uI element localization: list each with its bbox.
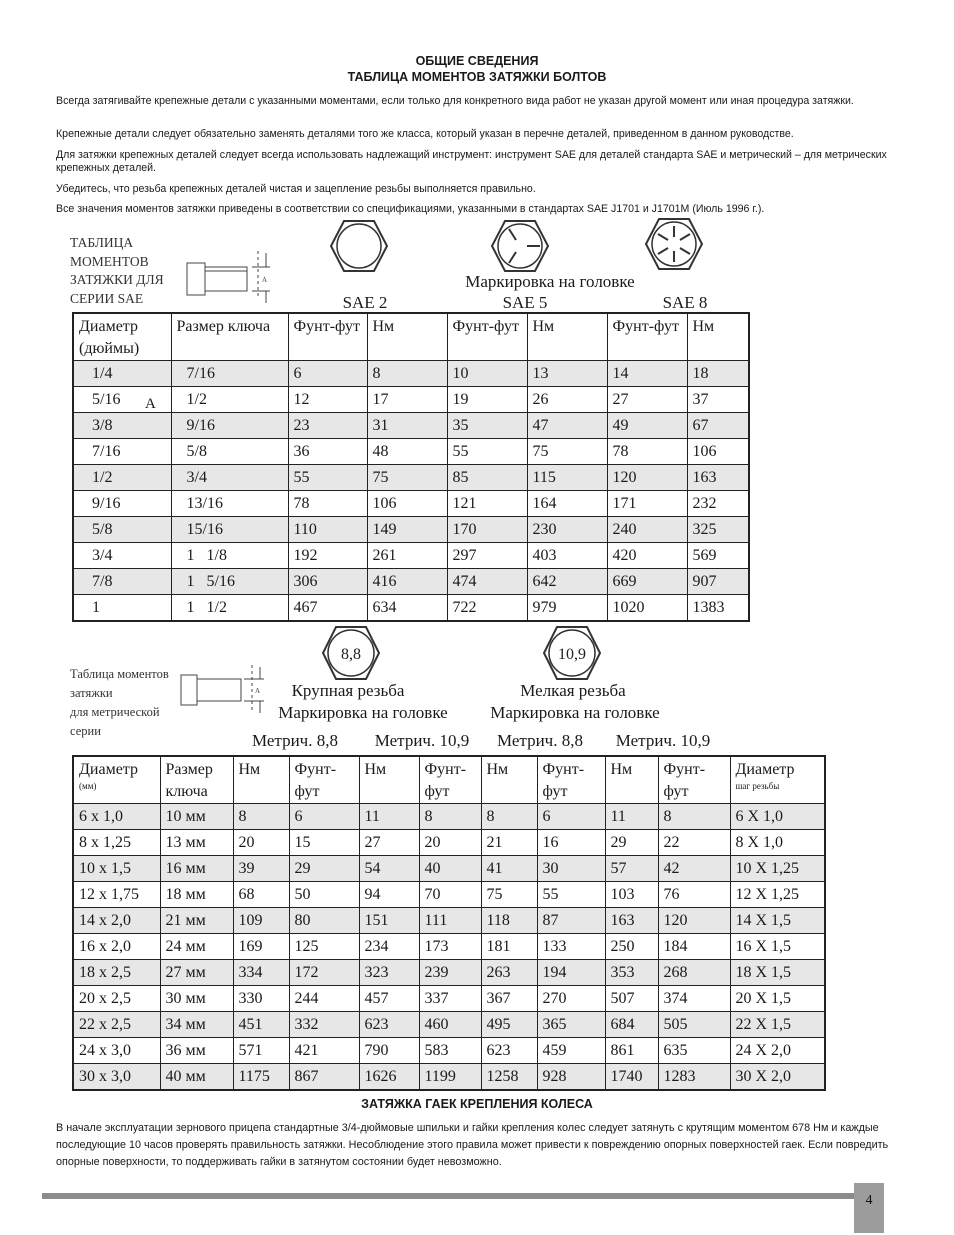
- sae-table-cell: 230: [527, 517, 607, 543]
- metric-side-label: [70, 665, 185, 741]
- sae-table-cell: 85: [447, 465, 527, 491]
- sae-table-cell: 9/16: [73, 491, 171, 517]
- metric-table-cell: 40 мм: [160, 1064, 233, 1091]
- sae-table-cell: 35: [447, 413, 527, 439]
- sae-header-cell: Нм: [367, 313, 447, 361]
- sae-table-cell: 261: [367, 543, 447, 569]
- metric-table-cell: 87: [537, 908, 605, 934]
- metric-table-cell: 24 X 2,0: [730, 1038, 825, 1064]
- page-title: ОБЩИЕ СВЕДЕНИЯ: [415, 54, 539, 68]
- sae-table-cell: 5/16: [73, 387, 171, 413]
- sae-table-cell: 31: [367, 413, 447, 439]
- metric-88-head-icon: [321, 624, 381, 682]
- metric-table-cell: 103: [605, 882, 658, 908]
- metric-table-cell: 20 X 1,5: [730, 986, 825, 1012]
- metric-table-cell: 12 x 1,75: [73, 882, 160, 908]
- sae-table-cell: 297: [447, 543, 527, 569]
- footer-bar: [42, 1193, 854, 1199]
- metric-table-cell: 459: [537, 1038, 605, 1064]
- metric-table-cell: 76: [658, 882, 730, 908]
- sae-table-cell: 3/8: [73, 413, 171, 439]
- metric-side-label-line: Таблица моментов: [70, 667, 169, 681]
- metric-header-cell: [73, 756, 160, 804]
- metric-table-cell: 10 X 1,25: [730, 856, 825, 882]
- metric-table-header-row: [73, 756, 825, 804]
- sae-side-label-line: МОМЕНТОВ: [70, 253, 149, 269]
- metric-side-label-line: серии: [70, 724, 101, 738]
- metric-table-cell: 12 X 1,25: [730, 882, 825, 908]
- sae-table-cell: 5/8: [171, 439, 288, 465]
- metric-table-cell: 30: [537, 856, 605, 882]
- metric-table-cell: 330: [233, 986, 289, 1012]
- sae-table-cell: 1 5/16: [171, 569, 288, 595]
- sae-side-label-line: ЗАТЯЖКИ ДЛЯ: [70, 272, 164, 287]
- metric-table-cell: 421: [289, 1038, 359, 1064]
- metric-table-cell: 11: [359, 804, 419, 830]
- metric-table-cell: 263: [481, 960, 537, 986]
- metric-table-cell: 334: [233, 960, 289, 986]
- metric-table-cell: 42: [658, 856, 730, 882]
- metric-table-cell: 374: [658, 986, 730, 1012]
- sae-table-cell: 164: [527, 491, 607, 517]
- metric-table-cell: 24 x 3,0: [73, 1038, 160, 1064]
- metric-table-cell: 29: [289, 856, 359, 882]
- sae-table-cell: 15/16: [171, 517, 288, 543]
- metric-table-cell: 270: [537, 986, 605, 1012]
- metric-table-cell: 172: [289, 960, 359, 986]
- metric-header-cell: Фунт-фут: [537, 756, 605, 804]
- sae-side-label-line: СЕРИИ SAE: [70, 290, 144, 306]
- metric-table-cell: 332: [289, 1012, 359, 1038]
- metric-table-cell: 16 мм: [160, 856, 233, 882]
- metric-table-cell: 16 X 1,5: [730, 934, 825, 960]
- metric-table-cell: 6 x 1,0: [73, 804, 160, 830]
- metric-table-cell: 18 x 2,5: [73, 960, 160, 986]
- sae-table-cell: 12: [288, 387, 367, 413]
- metric-group-label: Метрич. 8,8: [252, 731, 338, 750]
- sae-table-cell: 163: [687, 465, 749, 491]
- metric-header-cell: Размер ключа: [160, 756, 233, 804]
- sae-table-cell: 403: [527, 543, 607, 569]
- sae-table-cell: 1: [73, 595, 171, 622]
- metric-table-cell: 30 X 2,0: [730, 1064, 825, 1091]
- metric-table-cell: 125: [289, 934, 359, 960]
- sae-table-row: [73, 361, 749, 387]
- wheel-nut-text: В начале эксплуатации зернового прицепа стандартные 3/4-дюймовые шпильки и гайки крепления колес следует затянуть с крутящим моментом 678 Нм и каждые последующие 10 часов проверять правильность затяжки. Несоблюдение этого правила может привести к повреждению опорных поверхностей гаек. Если повредить опорные поверхности, то поддерживать гайки в затянутом состоянии будет невозможно.: [56, 1122, 889, 1168]
- sae-table-cell: 192: [288, 543, 367, 569]
- metric-table-cell: 239: [419, 960, 481, 986]
- sae8-head-icon: [644, 216, 704, 272]
- metric-table-cell: 623: [359, 1012, 419, 1038]
- metric-table-row: [73, 830, 825, 856]
- sae-header-cell: Фунт-фут: [607, 313, 687, 361]
- metric-table-row: [73, 1038, 825, 1064]
- sae-table-cell: 1 1/8: [171, 543, 288, 569]
- metric-table-cell: 20: [419, 830, 481, 856]
- sae-table-cell: 55: [288, 465, 367, 491]
- sae-table-cell: 907: [687, 569, 749, 595]
- metric-table-cell: 10 x 1,5: [73, 856, 160, 882]
- metric-table-cell: 15: [289, 830, 359, 856]
- metric-table-cell: 505: [658, 1012, 730, 1038]
- sae-table-cell: 26: [527, 387, 607, 413]
- metric-table-cell: 10 мм: [160, 804, 233, 830]
- metric-table-cell: 14 x 2,0: [73, 908, 160, 934]
- metric-table-cell: 24 мм: [160, 934, 233, 960]
- metric-table-cell: 18 мм: [160, 882, 233, 908]
- sae-table-cell: 7/16: [171, 361, 288, 387]
- metric-table-cell: 8: [233, 804, 289, 830]
- metric-table-cell: 6 X 1,0: [730, 804, 825, 830]
- sae-table-cell: 3/4: [73, 543, 171, 569]
- metric-group-label: Метрич. 10,9: [374, 731, 470, 750]
- metric-table-row: [73, 960, 825, 986]
- sae-table-cell: 110: [288, 517, 367, 543]
- sae-torque-table: [72, 312, 750, 622]
- metric-table-cell: 21 мм: [160, 908, 233, 934]
- metric-table-row: [73, 1064, 825, 1091]
- sae-table-cell: 420: [607, 543, 687, 569]
- paragraph-1: Всегда затягивайте крепежные детали с указанными моментами, если только для конкретного вида работ не указан другой момент или иная процедура затяжки.: [56, 95, 854, 107]
- metric-88-mark: 8,8: [341, 646, 361, 663]
- sae-table-cell: 115: [527, 465, 607, 491]
- page-subtitle: ТАБЛИЦА МОМЕНТОВ ЗАТЯЖКИ БОЛТОВ: [347, 70, 607, 84]
- metric-table-cell: 27: [359, 830, 419, 856]
- sae-table-row: [73, 491, 749, 517]
- sae-table-cell: 8: [367, 361, 447, 387]
- metric-table-cell: 21: [481, 830, 537, 856]
- metric-table-cell: 8: [658, 804, 730, 830]
- sae-table-row: [73, 569, 749, 595]
- metric-table-cell: 571: [233, 1038, 289, 1064]
- sae-head-marking-caption: Маркировка на головке: [465, 272, 635, 291]
- sae-table-cell: 18: [687, 361, 749, 387]
- metric-table-cell: 133: [537, 934, 605, 960]
- metric-table-cell: 8 X 1,0: [730, 830, 825, 856]
- metric-table-cell: 1740: [605, 1064, 658, 1091]
- bolt-side-view-icon: [184, 245, 276, 305]
- sae-table-cell: 17: [367, 387, 447, 413]
- paragraph-4: Убедитесь, что резьба крепежных деталей чистая и зацепление резьбы выполняется правильно.: [56, 183, 536, 195]
- metric-header-text: Диаметр: [735, 761, 795, 778]
- metric-table-cell: 1626: [359, 1064, 419, 1091]
- sae-table-cell: 1 1/2: [171, 595, 288, 622]
- sae-table-cell: 1/4: [73, 361, 171, 387]
- sae-side-label: [70, 234, 180, 308]
- metric-table-cell: 80: [289, 908, 359, 934]
- metric-table-cell: 75: [481, 882, 537, 908]
- metric-table-cell: 22 x 2,5: [73, 1012, 160, 1038]
- metric-table-row: [73, 804, 825, 830]
- metric-109-mark: 10,9: [558, 646, 586, 663]
- sae-table-cell: 106: [687, 439, 749, 465]
- sae-table-cell: 78: [607, 439, 687, 465]
- metric-table-cell: 70: [419, 882, 481, 908]
- sae-table-cell: 10: [447, 361, 527, 387]
- metric-table-cell: 353: [605, 960, 658, 986]
- metric-table-cell: 323: [359, 960, 419, 986]
- metric-table-cell: 16: [537, 830, 605, 856]
- metric-table-cell: 13 мм: [160, 830, 233, 856]
- sae-table-cell: 120: [607, 465, 687, 491]
- metric-table-cell: 6: [289, 804, 359, 830]
- sae-header-cell: Фунт-фут: [447, 313, 527, 361]
- metric-header-cell: Фунт-фут: [419, 756, 481, 804]
- metric-header-cell: Фунт-фут: [658, 756, 730, 804]
- metric-header-cell: Нм: [481, 756, 537, 804]
- sae-table-cell: 232: [687, 491, 749, 517]
- sae-table-row: [73, 465, 749, 491]
- metric-header-cell: [730, 756, 825, 804]
- sae-table-cell: 1/2: [73, 465, 171, 491]
- sae-table-cell: 1020: [607, 595, 687, 622]
- metric-109-head-icon: [541, 624, 603, 682]
- metric-table-row: [73, 908, 825, 934]
- metric-table-cell: 623: [481, 1038, 537, 1064]
- metric-table-cell: 194: [537, 960, 605, 986]
- sae-table-cell: 416: [367, 569, 447, 595]
- page-number: 4: [854, 1183, 884, 1233]
- sae-table-cell: 170: [447, 517, 527, 543]
- sae-table-cell: 13/16: [171, 491, 288, 517]
- metric-table-cell: 184: [658, 934, 730, 960]
- sae-table-header-row: [73, 313, 749, 361]
- metric-table-cell: 39: [233, 856, 289, 882]
- metric-table-cell: 507: [605, 986, 658, 1012]
- fine-head-marking-caption: Маркировка на головке: [490, 703, 660, 722]
- sae-table-row: [73, 517, 749, 543]
- coarse-head-marking-caption: Маркировка на головке: [278, 703, 448, 722]
- metric-table-cell: 250: [605, 934, 658, 960]
- metric-table-cell: 684: [605, 1012, 658, 1038]
- metric-table-row: [73, 856, 825, 882]
- metric-torque-table: [72, 755, 826, 1091]
- metric-table-cell: 40: [419, 856, 481, 882]
- metric-header-cell: Фунт-фут: [289, 756, 359, 804]
- metric-table-cell: 181: [481, 934, 537, 960]
- sae-table-cell: 1383: [687, 595, 749, 622]
- metric-side-label-line: затяжки: [70, 686, 113, 700]
- paragraph-5: Все значения моментов затяжки приведены в соответствии со спецификациями, указанными в стандартах SAE J1701 и J1701M (Июль 1996 г.).: [56, 203, 765, 215]
- metric-bolt-side-view-icon: [178, 665, 270, 715]
- sae-table-cell: 67: [687, 413, 749, 439]
- sae-header-cell: Диаметр (дюймы): [73, 313, 171, 361]
- sae-table-cell: 171: [607, 491, 687, 517]
- sae-table-cell: 48: [367, 439, 447, 465]
- metric-table-cell: 55: [537, 882, 605, 908]
- sae-table-cell: 669: [607, 569, 687, 595]
- sae-table-cell: 47: [527, 413, 607, 439]
- sae-table-cell: 27: [607, 387, 687, 413]
- metric-table-cell: 169: [233, 934, 289, 960]
- metric-table-cell: 50: [289, 882, 359, 908]
- metric-table-cell: 36 мм: [160, 1038, 233, 1064]
- sae-side-label-line: ТАБЛИЦА: [70, 235, 134, 250]
- metric-table-cell: 29: [605, 830, 658, 856]
- sae-header-cell: Размер ключа: [171, 313, 288, 361]
- metric-table-row: [73, 882, 825, 908]
- sae5-label: SAE 5: [502, 293, 548, 312]
- sae-table-cell: 979: [527, 595, 607, 622]
- sae8-label: SAE 8: [662, 293, 708, 312]
- sae-table-cell: 6: [288, 361, 367, 387]
- sae-table-cell: 106: [367, 491, 447, 517]
- metric-header-text: Диаметр: [79, 761, 138, 778]
- coarse-thread-caption: Крупная резьба: [291, 681, 405, 700]
- paragraph-2: Крепежные детали следует обязательно заменять деталями того же класса, который указан в перечне деталей, приведенном в данном руководстве.: [56, 128, 794, 140]
- sae-table-cell: 23: [288, 413, 367, 439]
- metric-table-cell: 867: [289, 1064, 359, 1091]
- metric-table-cell: 57: [605, 856, 658, 882]
- metric-table-cell: 583: [419, 1038, 481, 1064]
- sae5-head-icon: [490, 218, 550, 274]
- metric-table-cell: 27 мм: [160, 960, 233, 986]
- sae-table-cell: 36: [288, 439, 367, 465]
- metric-table-cell: 22: [658, 830, 730, 856]
- metric-header-cell: Нм: [233, 756, 289, 804]
- sae-table-cell: 3/4: [171, 465, 288, 491]
- metric-table-cell: 18 X 1,5: [730, 960, 825, 986]
- metric-table-cell: 365: [537, 1012, 605, 1038]
- sae-table-cell: 1/2: [171, 387, 288, 413]
- metric-table-row: [73, 934, 825, 960]
- metric-table-cell: 20 x 2,5: [73, 986, 160, 1012]
- metric-table-cell: 163: [605, 908, 658, 934]
- sae-table-cell: 240: [607, 517, 687, 543]
- metric-table-cell: 20: [233, 830, 289, 856]
- sae-table-row: [73, 413, 749, 439]
- sae-table-cell: 467: [288, 595, 367, 622]
- metric-table-cell: 8: [481, 804, 537, 830]
- metric-table-cell: 367: [481, 986, 537, 1012]
- sae-header-cell: Нм: [687, 313, 749, 361]
- sae-header-cell: Фунт-фут: [288, 313, 367, 361]
- metric-table-cell: 94: [359, 882, 419, 908]
- metric-header-cell: Нм: [605, 756, 658, 804]
- metric-table-cell: 1258: [481, 1064, 537, 1091]
- metric-header-subtext: шаг резьбы: [735, 781, 780, 791]
- wheel-nut-title: ЗАТЯЖКА ГАЕК КРЕПЛЕНИЯ КОЛЕСА: [361, 1097, 593, 1111]
- sae-table-cell: 78: [288, 491, 367, 517]
- metric-table-cell: 54: [359, 856, 419, 882]
- sae-table-cell: 49: [607, 413, 687, 439]
- sae-table-cell: 121: [447, 491, 527, 517]
- sae-table-cell: 7/16: [73, 439, 171, 465]
- sae-table-cell: 5/8: [73, 517, 171, 543]
- sae-table-row: [73, 439, 749, 465]
- metric-table-cell: 451: [233, 1012, 289, 1038]
- svg-text:A: A: [262, 276, 268, 284]
- sae-table-cell: 642: [527, 569, 607, 595]
- sae-table-cell: 149: [367, 517, 447, 543]
- metric-table-cell: 30 x 3,0: [73, 1064, 160, 1091]
- metric-table-cell: 460: [419, 1012, 481, 1038]
- metric-table-cell: 1199: [419, 1064, 481, 1091]
- sae-table-row: [73, 543, 749, 569]
- svg-text:A: A: [255, 687, 261, 695]
- metric-table-cell: 173: [419, 934, 481, 960]
- metric-group-label: Метрич. 10,9: [615, 731, 711, 750]
- sae-header-cell: Нм: [527, 313, 607, 361]
- metric-group-label: Метрич. 8,8: [497, 731, 583, 750]
- sae-table-cell: 722: [447, 595, 527, 622]
- sae-table-cell: 37: [687, 387, 749, 413]
- metric-table-cell: 635: [658, 1038, 730, 1064]
- metric-table-cell: 234: [359, 934, 419, 960]
- sae-table-row: [73, 595, 749, 622]
- metric-table-cell: 861: [605, 1038, 658, 1064]
- metric-table-cell: 928: [537, 1064, 605, 1091]
- metric-table-cell: 30 мм: [160, 986, 233, 1012]
- metric-table-cell: 8: [419, 804, 481, 830]
- sae-table-cell: 474: [447, 569, 527, 595]
- metric-table-cell: 1283: [658, 1064, 730, 1091]
- metric-table-cell: 34 мм: [160, 1012, 233, 1038]
- sae-table-cell: 569: [687, 543, 749, 569]
- sae-table-cell: 19: [447, 387, 527, 413]
- metric-table-cell: 68: [233, 882, 289, 908]
- metric-header-cell: Нм: [359, 756, 419, 804]
- metric-table-cell: 8 x 1,25: [73, 830, 160, 856]
- metric-table-cell: 118: [481, 908, 537, 934]
- sae2-label: SAE 2: [342, 293, 388, 312]
- sae-table-cell: 634: [367, 595, 447, 622]
- metric-table-cell: 790: [359, 1038, 419, 1064]
- metric-table-cell: 41: [481, 856, 537, 882]
- fine-thread-caption: Мелкая резьба: [520, 681, 626, 700]
- sae2-head-icon: [329, 218, 389, 274]
- metric-table-cell: 120: [658, 908, 730, 934]
- metric-table-cell: 16 x 2,0: [73, 934, 160, 960]
- metric-table-cell: 1175: [233, 1064, 289, 1091]
- sae-table-row: [73, 387, 749, 413]
- metric-table-cell: 109: [233, 908, 289, 934]
- metric-table-cell: 151: [359, 908, 419, 934]
- metric-header-subtext: (мм): [79, 781, 97, 791]
- sae-table-cell: 7/8: [73, 569, 171, 595]
- sae-table-cell: 306: [288, 569, 367, 595]
- sae-annotation-a: A: [145, 396, 156, 412]
- paragraph-3: Для затяжки крепежных деталей следует всегда использовать надлежащий инструмент: инструмент SAE для деталей стандарта SAE и метрический – для метрических крепежных деталей.: [56, 149, 887, 174]
- metric-side-label-line: для метрической: [70, 705, 160, 719]
- metric-table-cell: 337: [419, 986, 481, 1012]
- metric-table-cell: 268: [658, 960, 730, 986]
- sae-table-cell: 9/16: [171, 413, 288, 439]
- sae-table-cell: 325: [687, 517, 749, 543]
- sae-table-cell: 75: [367, 465, 447, 491]
- metric-table-cell: 244: [289, 986, 359, 1012]
- sae-table-cell: 13: [527, 361, 607, 387]
- sae-table-cell: 55: [447, 439, 527, 465]
- metric-table-cell: 6: [537, 804, 605, 830]
- metric-table-cell: 22 X 1,5: [730, 1012, 825, 1038]
- metric-table-cell: 457: [359, 986, 419, 1012]
- metric-table-row: [73, 986, 825, 1012]
- metric-table-cell: 495: [481, 1012, 537, 1038]
- metric-table-cell: 14 X 1,5: [730, 908, 825, 934]
- metric-table-cell: 111: [419, 908, 481, 934]
- metric-table-cell: 11: [605, 804, 658, 830]
- sae-table-cell: 75: [527, 439, 607, 465]
- sae-table-cell: 14: [607, 361, 687, 387]
- metric-table-row: [73, 1012, 825, 1038]
